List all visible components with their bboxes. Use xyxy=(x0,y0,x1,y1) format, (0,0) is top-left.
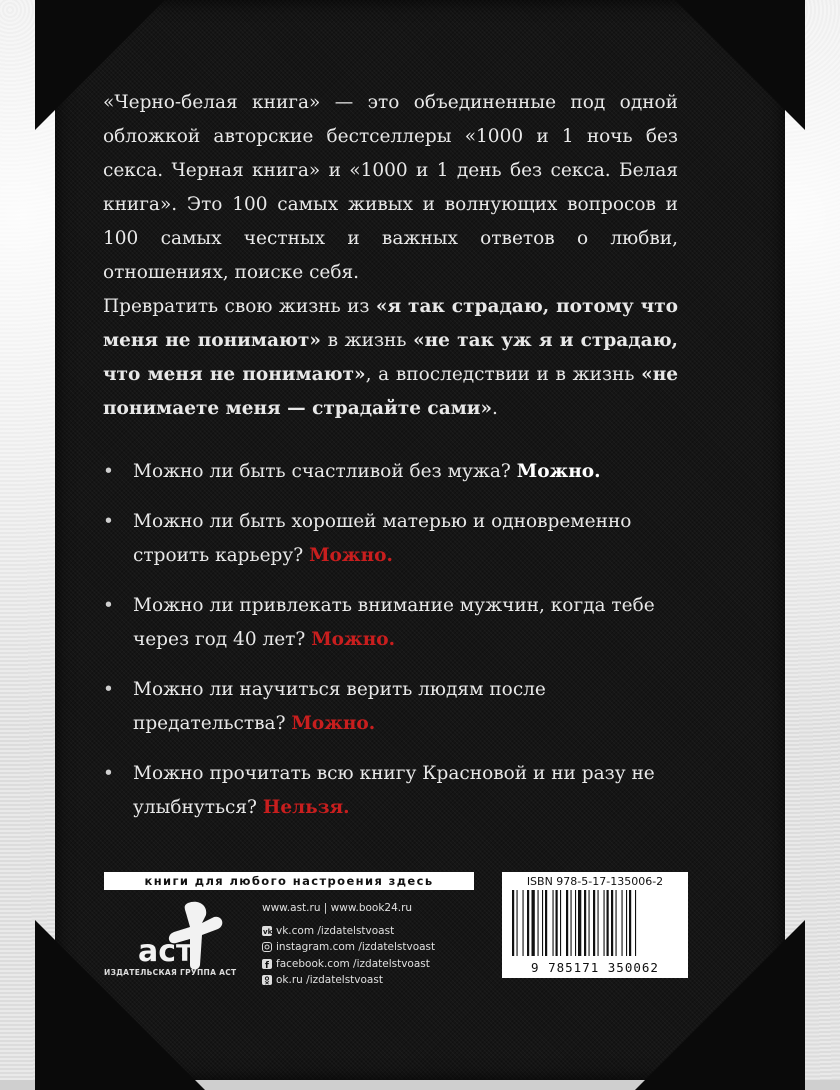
bullet-icon: • xyxy=(103,461,114,482)
instagram-link[interactable] xyxy=(262,939,435,956)
answer-text: Можно. xyxy=(291,713,376,734)
paragraph-text: в жизнь xyxy=(320,330,414,351)
list-item xyxy=(103,589,703,657)
paragraph-text: и xyxy=(320,160,350,181)
answer-text: Нельзя. xyxy=(262,797,350,818)
list-item xyxy=(103,505,703,573)
paragraph-text: Превратить свою жизнь из xyxy=(103,296,376,317)
quote-book-title: «Черно-белая книга» xyxy=(103,92,321,113)
bold-quote: «не понимаете меня — страдайте сами» xyxy=(103,364,678,419)
barcode-number: 9 785171 350062 xyxy=(531,960,659,975)
logo-text: аст xyxy=(138,934,194,969)
website-links[interactable]: www.ast.ru | www.book24.ru xyxy=(262,902,413,914)
question-text: Можно ли научиться верить людям после предательства? xyxy=(133,679,546,734)
answer-text: Можно. xyxy=(516,461,601,482)
tagline-banner: книги для любого настроения здесь xyxy=(104,872,474,890)
vk-link-text: vk.com /izdatelstvoast xyxy=(276,924,395,937)
list-item xyxy=(103,757,703,825)
ok-link[interactable] xyxy=(262,972,435,989)
answer-text: Можно. xyxy=(311,629,396,650)
publisher-caption: ИЗДАТЕЛЬСКАЯ ГРУППА АСТ xyxy=(104,968,237,977)
list-item xyxy=(103,455,703,489)
vk-link[interactable] xyxy=(262,923,435,940)
question-list xyxy=(103,455,703,841)
facebook-icon xyxy=(262,959,272,969)
list-item xyxy=(103,673,703,741)
question-text: Можно прочитать всю книгу Красновой и ни разу не улыбнуться? xyxy=(133,763,655,818)
quote-white-book: «1000 и 1 день без секса. Белая книга» xyxy=(103,160,678,215)
question-text: Можно ли быть хорошей матерью и одновременно строить карьеру? xyxy=(133,511,632,566)
ok-link-text: ok.ru /izdatelstvoast xyxy=(276,974,383,986)
odnoklassniki-icon xyxy=(262,975,272,985)
svg-text:f: f xyxy=(265,960,269,969)
bullet-icon: • xyxy=(103,595,114,616)
question-text: Можно ли быть счастливой без мужа? xyxy=(133,461,517,482)
bullet-icon: • xyxy=(103,511,114,532)
bold-quote: «не так уж я и страдаю, что меня не понимают» xyxy=(103,330,678,385)
facebook-link-text: facebook.com /izdatelstvoast xyxy=(276,957,430,970)
publisher-contacts xyxy=(262,900,435,989)
paragraph-text: . xyxy=(492,398,498,419)
bullet-icon: • xyxy=(103,679,114,700)
instagram-link-text: instagram.com /izdatelstvoast xyxy=(276,941,436,953)
vk-icon xyxy=(262,926,272,936)
corner-top-right xyxy=(665,0,805,130)
bold-quote: «я так страдаю, потому что меня не понимают» xyxy=(103,296,679,351)
instagram-icon xyxy=(262,942,272,952)
promise-paragraph xyxy=(103,290,678,426)
isbn-label: ISBN 978-5-17-135006-2 xyxy=(526,875,664,888)
paragraph-text: — это объединенные под одной обложкой авторские бестселлеры xyxy=(103,92,679,147)
question-text: Можно ли привлекать внимание мужчин, когда тебе через год 40 лет? xyxy=(133,595,655,650)
paragraph-text: . Это 100 самых живых и волнующих вопросов и 100 самых честных и важных ответов о любви, отношениях, поиске себя. xyxy=(103,194,678,283)
answer-text: Можно. xyxy=(309,545,393,566)
paragraph-text: , а впоследствии и в жизнь xyxy=(365,364,642,385)
barcode-bars-icon xyxy=(512,890,678,956)
bullet-icon: • xyxy=(103,763,114,784)
svg-text:vk: vk xyxy=(263,927,272,936)
description-paragraph xyxy=(103,86,678,290)
isbn-barcode xyxy=(502,872,688,978)
quote-black-book: «1000 и 1 ночь без секса. Черная книга» xyxy=(103,126,678,181)
facebook-link[interactable] xyxy=(262,956,435,973)
